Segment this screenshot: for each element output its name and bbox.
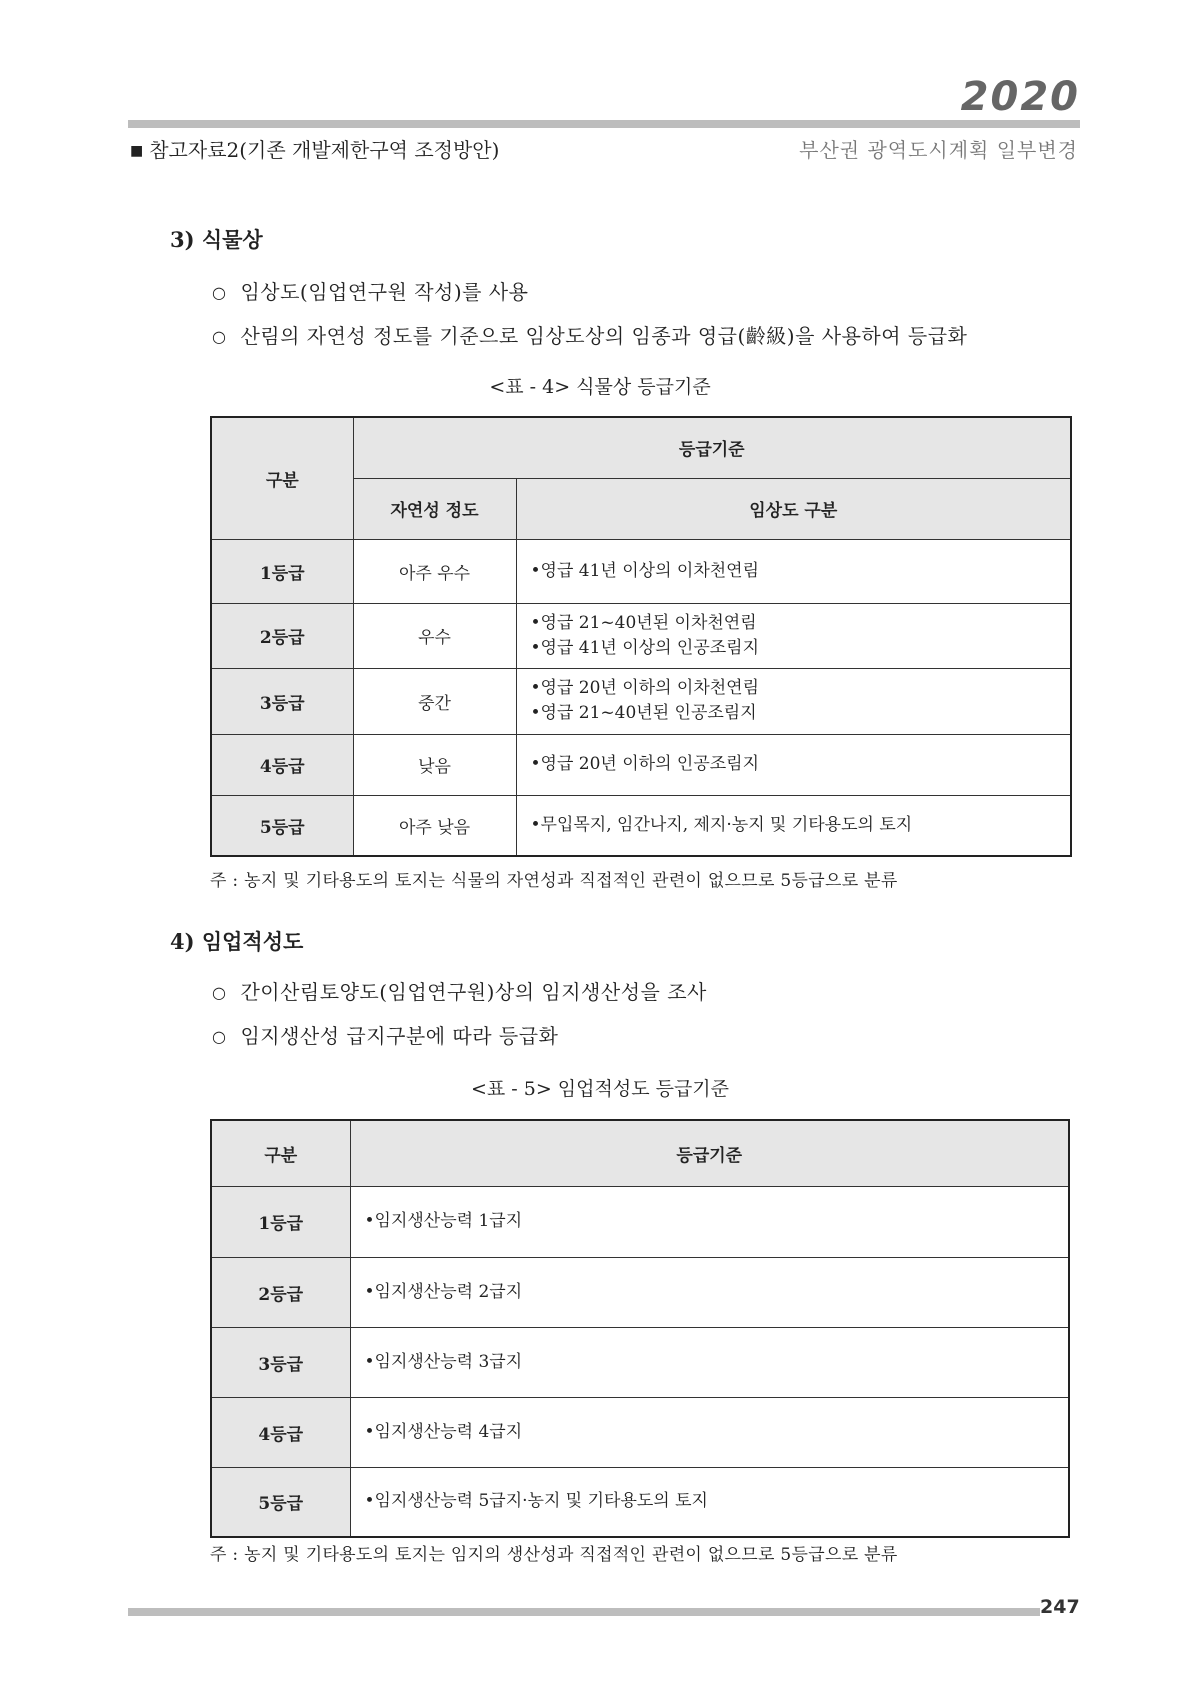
circle-bullet-icon: ○ [212,283,227,302]
criteria-line: •영급 20년 이하의 이차천연림 [530,678,760,698]
criteria-cell: •임지생산능력 1급지 [350,1186,1069,1257]
table-row [211,668,1071,734]
naturalness-cell: 중간 [353,668,516,734]
square-bullet-icon: ■ [130,143,144,159]
criteria-cell: •임지생산능력 4급지 [350,1397,1069,1467]
criteria-cell [516,539,1071,603]
criteria-line: •영급 21~40년된 이차천연림 [530,612,757,633]
page-number: 247 [1040,1596,1080,1618]
circle-bullet-icon: ○ [212,983,227,1002]
table-row [211,1327,1069,1397]
col-header-criteria: 등급기준 [353,417,1071,478]
header-right: 부산권 광역도시계획 일부변경 [799,138,1078,162]
bullet-text: 임상도(임업연구원 작성)를 사용 [240,280,529,304]
criteria-cell [516,734,1071,795]
table-row [211,539,1071,603]
criteria-line: •무입목지, 임간나지, 제지·농지 및 기타용도의 토지 [530,814,913,835]
header-divider [128,120,1080,128]
grade-cell: 3등급 [211,668,353,734]
grade-cell: 2등급 [211,603,353,668]
table-5-caption: <표 - 5> 임업적성도 등급기준 [470,1078,730,1100]
table-row [211,734,1071,795]
naturalness-cell: 아주 낮음 [353,795,516,856]
grade-cell: 1등급 [211,1186,350,1257]
col-header-criteria: 등급기준 [350,1120,1069,1186]
col-header-naturalness: 자연성 정도 [353,478,516,539]
footer-divider [128,1608,1040,1616]
criteria-line: •영급 21~40년된 인공조림지 [530,703,757,723]
naturalness-cell: 우수 [353,603,516,668]
table-4-vegetation-grades [210,416,1072,857]
grade-cell: 4등급 [211,734,353,795]
bullet-text: 간이산림토양도(임업연구원)상의 임지생산성을 조사 [240,980,707,1004]
criteria-line: •영급 41년 이상의 인공조림지 [530,637,760,658]
col-header-category: 구분 [211,417,353,539]
table-row [211,1257,1069,1327]
grade-cell: 5등급 [211,795,353,856]
grade-cell: 5등급 [211,1467,350,1537]
grade-cell: 3등급 [211,1327,350,1397]
section-4-bullet-1 [212,976,707,1005]
table-5-forestry-suitability-grades [210,1119,1070,1538]
grade-cell: 2등급 [211,1257,350,1327]
bullet-text: 산림의 자연성 정도를 기준으로 임상도상의 임종과 영급(齡級)을 사용하여 등급화 [240,324,968,348]
criteria-line: •영급 41년 이상의 이차천연림 [530,560,760,581]
section-4-title: 4) 임업적성도 [170,929,304,954]
criteria-cell: •임지생산능력 3급지 [350,1327,1069,1397]
col-header-category: 구분 [211,1120,350,1186]
criteria-cell: •임지생산능력 2급지 [350,1257,1069,1327]
criteria-cell [516,668,1071,734]
table-row [211,1397,1069,1467]
criteria-cell [516,603,1071,668]
criteria-cell [516,795,1071,856]
header-left-text: 참고자료2(기존 개발제한구역 조정방안) [149,138,500,162]
section-3-title: 3) 식물상 [170,227,263,252]
circle-bullet-icon: ○ [212,327,227,346]
grade-cell: 4등급 [211,1397,350,1467]
section-3-bullet-1 [212,276,528,305]
table-row [211,795,1071,856]
section-4-bullet-2 [212,1020,558,1049]
naturalness-cell: 아주 우수 [353,539,516,603]
section-3-bullet-2 [212,320,967,349]
circle-bullet-icon: ○ [212,1027,227,1046]
report-year: 2020 [960,74,1080,120]
criteria-cell: •임지생산능력 5급지·농지 및 기타용도의 토지 [350,1467,1069,1537]
table-4-note: 주 : 농지 및 기타용도의 토지는 식물의 자연성과 직접적인 관련이 없으므로 5등급으로 분류 [210,871,898,891]
bullet-text: 임지생산성 급지구분에 따라 등급화 [240,1024,559,1048]
naturalness-cell: 낮음 [353,734,516,795]
table-row [211,603,1071,668]
table-4-caption: <표 - 4> 식물상 등급기준 [489,376,711,398]
table-5-note: 주 : 농지 및 기타용도의 토지는 임지의 생산성과 직접적인 관련이 없으므로 5등급으로 분류 [210,1545,898,1565]
grade-cell: 1등급 [211,539,353,603]
col-header-forest-type: 임상도 구분 [516,478,1071,539]
criteria-line: •영급 20년 이하의 인공조림지 [530,754,760,774]
table-row [211,1467,1069,1537]
table-row [211,1186,1069,1257]
header-left [130,134,499,163]
